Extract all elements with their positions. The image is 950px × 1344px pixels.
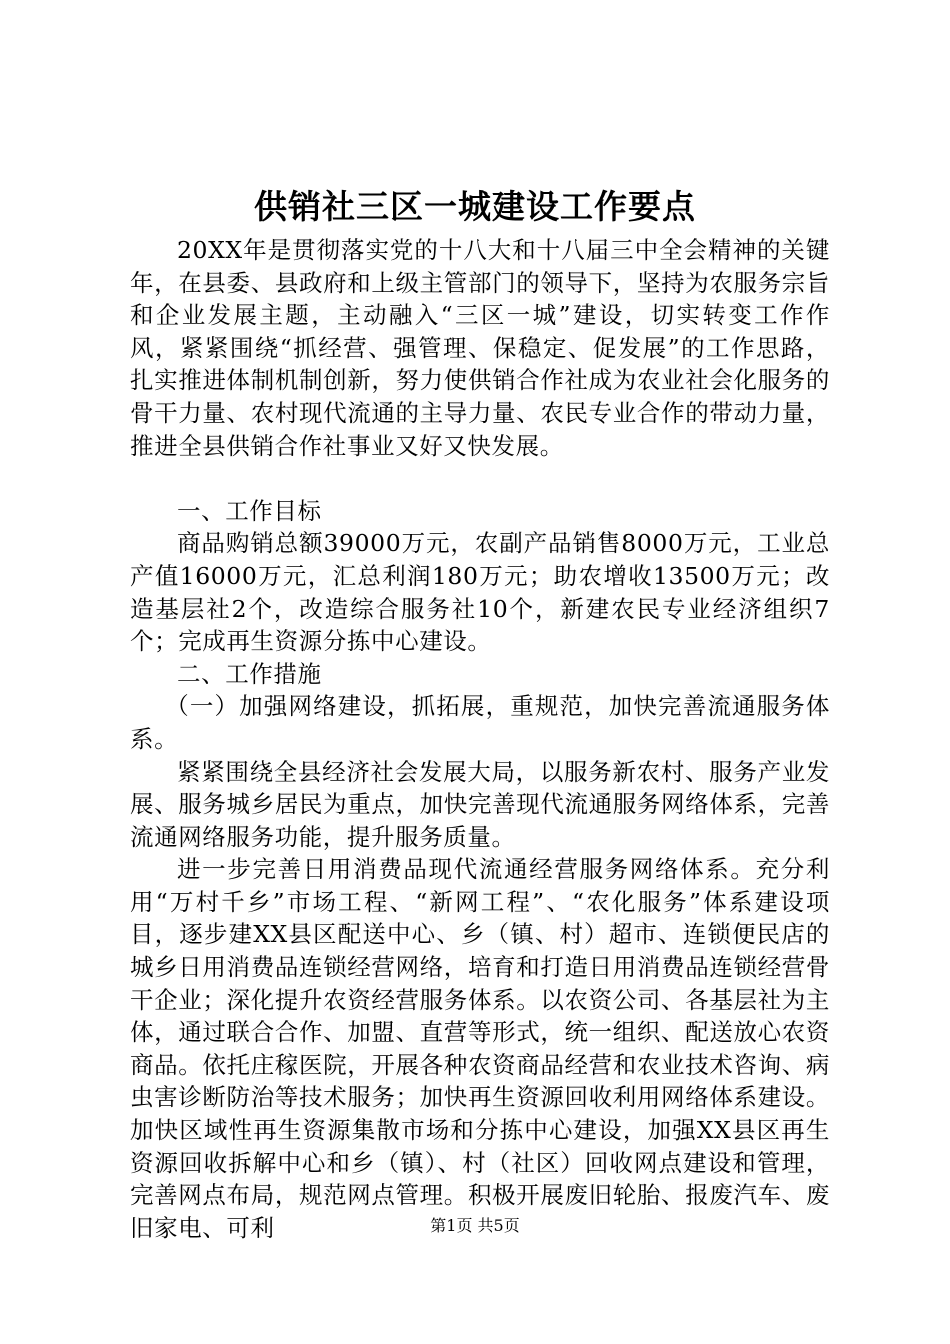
network-paragraph: 紧紧围绕全县经济社会发展大局，以服务新农村、服务产业发展、服务城乡居民为重点，加快完善现代流通服务网络体系，完善流通网络服务功能，提升服务质量。 bbox=[130, 757, 830, 851]
section-heading-goals: 一、工作目标 bbox=[177, 496, 322, 525]
goals-paragraph: 商品购销总额39000万元，农副产品销售8000万元，工业总产值16000万元，汇总利润180万元；助农增收13500万元；改造基层社2个，改造综合服务社10个，新建农民专业经济组织7个；完成再生资源分拣中心建设。 bbox=[130, 529, 830, 656]
consumer-goods-paragraph: 进一步完善日用消费品现代流通经营服务网络体系。充分利用“万村千乡”市场工程、“新网工程”、“农化服务”体系建设项目，逐步建XX县区配送中心、乡（镇、村）超市、连锁便民店的城乡日用消费品连锁经营网络，培育和打造日用消费品连锁经营骨干企业；深化提升农资经营服务体系。以农资公司、各基层社为主体，通过联合合作、加盟、直营等形式，统一组织、配送放心农资商品。依托庄稼医院，开展各种农资商品经营和农业技术咨询、病虫害诊断防治等技术服务；加快再生资源回收利用网络体系建设。加快区域性再生资源集散市场和分拣中心建设，加强XX县区再生资源回收拆解中心和乡（镇）、村（社区）回收网点建设和管理，完善网点布局，规范网点管理。积极开展废旧轮胎、报废汽车、废旧家电、可利 bbox=[130, 855, 830, 1242]
page-footer: 第1页 共5页 bbox=[430, 1216, 520, 1235]
section-heading-measures: 二、工作措施 bbox=[177, 659, 322, 688]
document-body bbox=[130, 234, 830, 1244]
intro-paragraph: 20XX年是贯彻落实党的十八大和十八届三中全会精神的关键年，在县委、县政府和上级主管部门的领导下，坚持为农服务宗旨和企业发展主题，主动融入“三区一城”建设，切实转变工作作风，紧紧围绕“抓经营、强管理、保稳定、促发展”的工作思路，扎实推进体制机制创新，努力使供销合作社成为农业社会化服务的骨干力量、农村现代流通的主导力量、农民专业合作的带动力量，推进全县供销合作社事业又好又快发展。 bbox=[130, 236, 830, 460]
document-title: 供销社三区一城建设工作要点 bbox=[254, 187, 696, 226]
subsection-heading-network: （一）加强网络建设，抓拓展，重规范，加快完善流通服务体系。 bbox=[130, 692, 830, 753]
